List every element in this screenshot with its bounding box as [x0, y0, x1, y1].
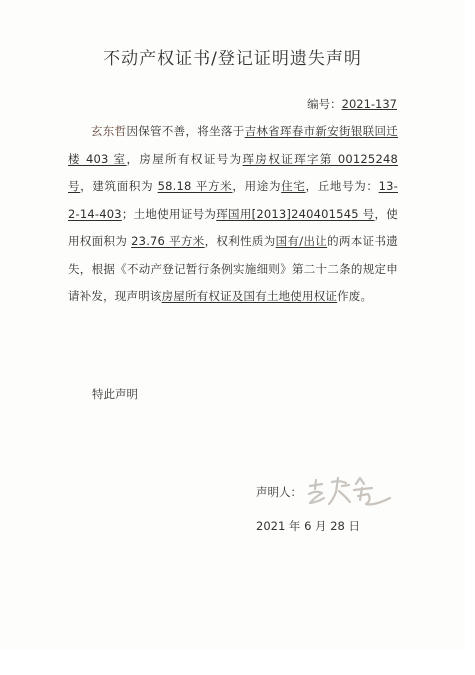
house-certificate-number: 珲房权证珲字第 00125248 号	[68, 151, 398, 193]
document-title: 不动产权证书/登记证明遗失声明	[103, 49, 362, 69]
document-number	[307, 96, 397, 112]
body-text: ，丘地号为：	[305, 179, 379, 193]
body-text: 因保管不善，将坐落于	[126, 124, 245, 138]
declaration-paragraph	[68, 118, 398, 311]
body-text: ，房屋所有权证号为	[126, 151, 243, 166]
property-location: 吉林省珲春市新安街银联回迁楼 403 室	[68, 124, 398, 166]
voided-certificates: 房屋所有权证及国有土地使用权证	[161, 289, 338, 303]
owner-name: 玄东哲	[91, 124, 127, 138]
body-text: ；土地使用证号为	[121, 206, 217, 221]
handwritten-signature	[302, 472, 397, 512]
parcel-number: 13-2-14-403	[68, 179, 399, 221]
right-type: 国有/出让	[275, 234, 328, 248]
building-area: 58.18 平方米	[157, 179, 233, 193]
land-certificate-number: 珲国用[2013]240401545 号	[216, 206, 375, 221]
document-number-value: 2021-137	[341, 97, 397, 111]
body-text: ，用途为	[232, 179, 282, 193]
body-text: 的两本证书遗失，根据《不动产登记暂行条例实施细则》第二十二条的规定申请补发，现声明该	[68, 234, 398, 303]
body-text: 作废。	[337, 289, 373, 303]
land-use-area: 23.76 平方米	[131, 234, 205, 248]
body-text: ，权利性质为	[204, 234, 276, 248]
body-text: ，使用权面积为	[68, 206, 399, 248]
declaration-date: 2021 年 6 月 28 日	[256, 519, 360, 533]
closing-statement: 特此声明	[92, 387, 138, 401]
declaration-body	[68, 118, 398, 311]
page-margin	[0, 650, 475, 675]
body-text: ，建筑面积为	[80, 179, 158, 193]
declarant-label: 声明人：	[256, 485, 302, 499]
property-usage: 住宅	[281, 179, 306, 193]
document-number-label: 编号：	[307, 97, 342, 111]
